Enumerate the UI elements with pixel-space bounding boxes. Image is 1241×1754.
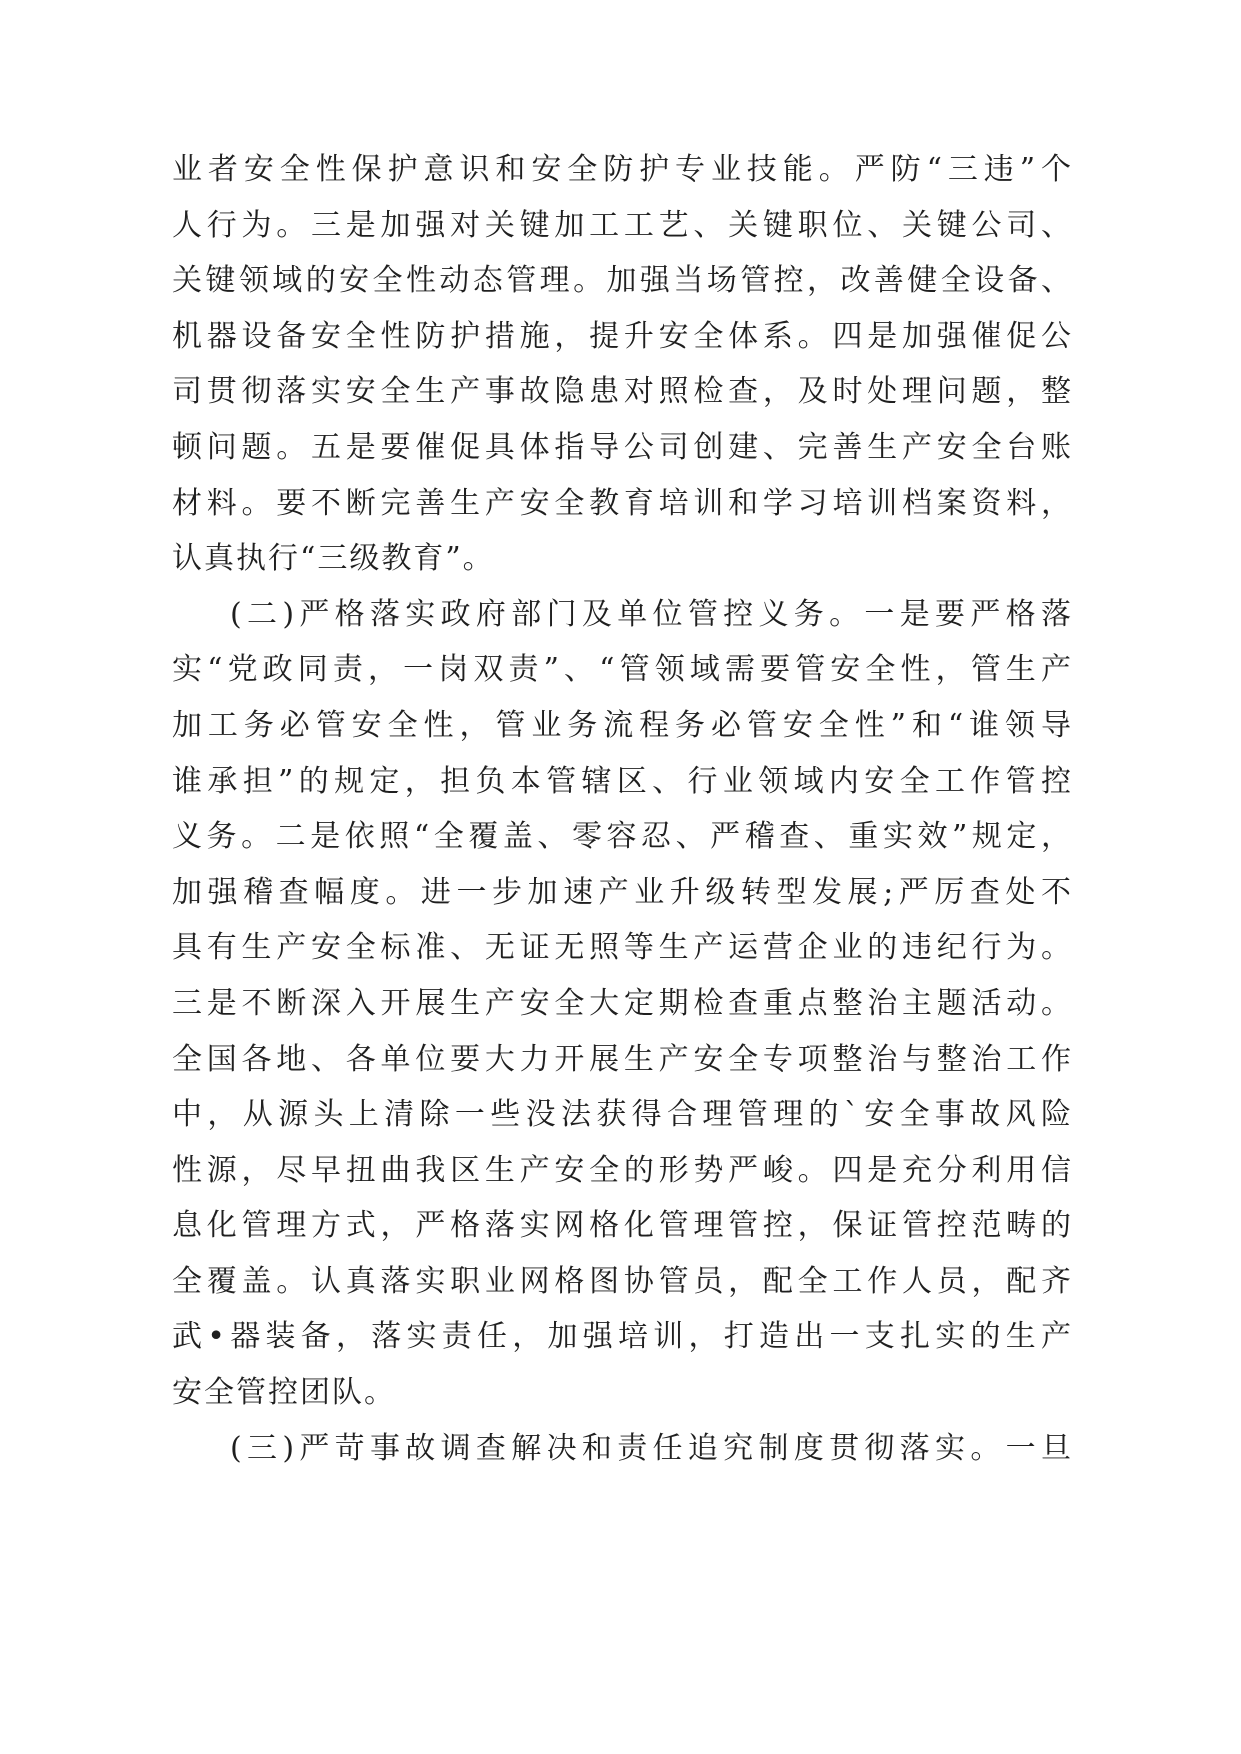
section-heading-line: (二)严格落实政府部门及单位管控义务。一是要严格落: [230, 596, 1072, 632]
text-line: 义务。二是依照“全覆盖、零容忍、严稽查、重实效”规定，: [172, 819, 1072, 855]
text-line: 材料。要不断完善生产安全教育培训和学习培训档案资料，: [172, 485, 1072, 521]
text-line: 全国各地、各单位要大力开展生产安全专项整治与整治工作: [172, 1041, 1072, 1077]
paragraph-section-three: [172, 1421, 1072, 1477]
text-line: 认真执行“三级教育”。: [172, 541, 495, 577]
text-line: 息化管理方式，严格落实网格化管理管控，保证管控范畴的: [172, 1208, 1072, 1244]
text-line: 三是不断深入开展生产安全大定期检查重点整治主题活动。: [172, 985, 1072, 1021]
section-heading-line: (三)严苛事故调查解决和责任追究制度贯彻落实。一旦: [230, 1430, 1072, 1466]
text-line: 顿问题。五是要催促具体指导公司创建、完善生产安全台账: [172, 429, 1072, 465]
text-line: 机器设备安全性防护措施，提升安全体系。四是加强催促公: [172, 318, 1072, 354]
text-line: 性源，尽早扭曲我区生产安全的形势严峻。四是充分利用信: [172, 1152, 1072, 1188]
text-line: 司贯彻落实安全生产事故隐患对照检查，及时处理问题，整: [172, 374, 1072, 410]
text-line: 具有生产安全标准、无证无照等生产运营企业的违纪行为。: [172, 930, 1072, 966]
paragraph-section-two: [172, 587, 1072, 1421]
text-line: 关键领域的安全性动态管理。加强当场管控，改善健全设备、: [172, 263, 1072, 299]
text-line: 加工务必管安全性，管业务流程务必管安全性”和“谁领导: [172, 707, 1072, 743]
text-line: 安全管控团队。: [172, 1375, 396, 1411]
text-line: 中，从源头上清除一些没法获得合理管理的`安全事故风险: [172, 1097, 1072, 1133]
text-line: 业者安全性保护意识和安全防护专业技能。严防“三违”个: [172, 152, 1072, 187]
text-line: 全覆盖。认真落实职业网格图协管员，配全工作人员，配齐: [172, 1263, 1072, 1299]
text-line: 实“党政同责，一岗双责”、“管领域需要管安全性，管生产: [172, 652, 1072, 688]
document-body: [172, 142, 1072, 1476]
text-line: 加强稽查幅度。进一步加速产业升级转型发展;严厉查处不: [172, 874, 1072, 910]
text-line: 人行为。三是加强对关键加工工艺、关键职位、关键公司、: [172, 207, 1072, 243]
text-line: 谁承担”的规定，担负本管辖区、行业领域内安全工作管控: [172, 763, 1072, 799]
paragraph-continued: [172, 142, 1072, 587]
text-line: 武•器装备，落实责任，加强培训，打造出一支扎实的生产: [172, 1319, 1072, 1355]
